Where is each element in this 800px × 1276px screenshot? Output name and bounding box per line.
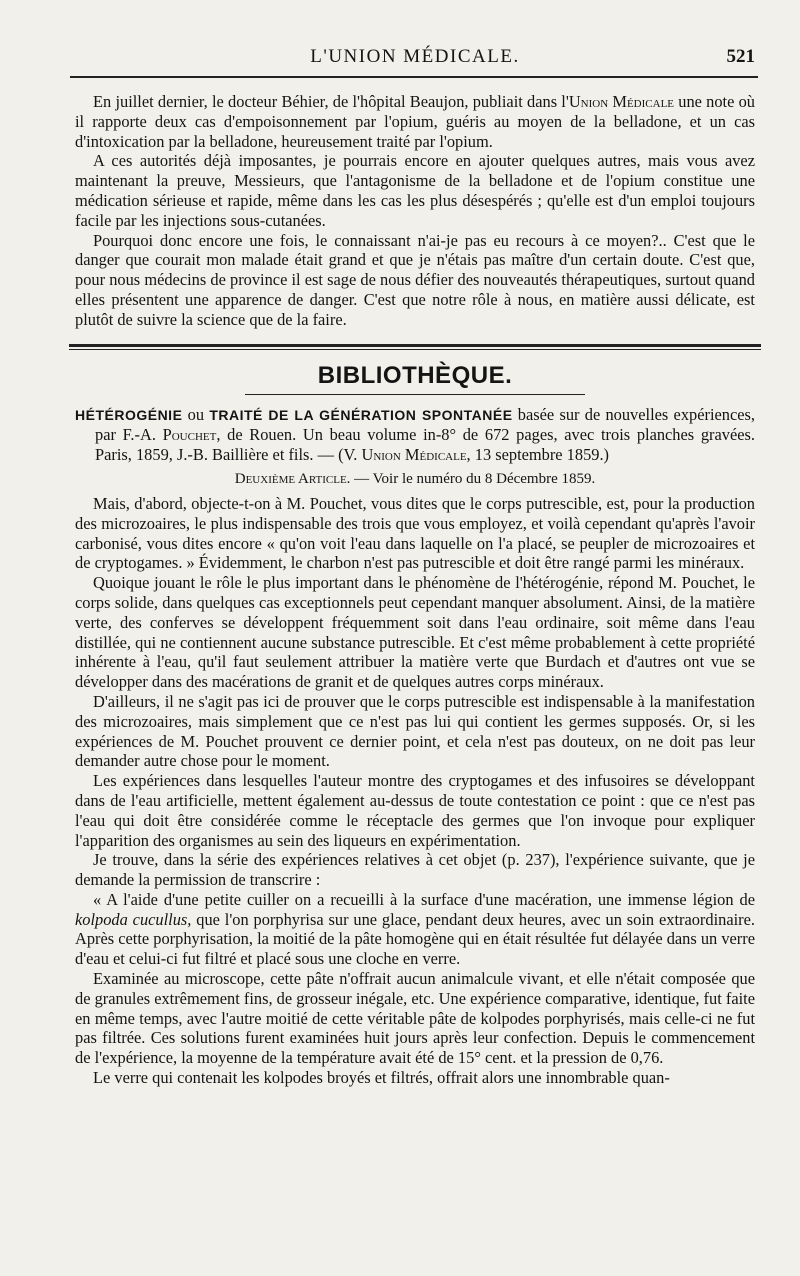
section-divider (69, 344, 761, 350)
intro-paragraph-2: A ces autorités déjà imposantes, je pourrais encore en ajouter quelques autres, mais vous avez maintenant la preuve, Messieurs, que l'antagonisme de la belladone et de l'opium constitue une médication sérieuse et rapide, même dans les cas les plus désespérés ; qu'elle est d'un emploi toujours facile par les injections sous-cutanées. (75, 151, 755, 230)
review-paragraph-3: D'ailleurs, il ne s'agit pas ici de prouver que le corps putrescible est indispensable à la manifestation des microzoaires, mais simplement que ce n'est pas lui qui contient les germes supposés. Or, si les expériences de M. Pouchet prouvent ce dernier point, et cela n'est pas douteux, on ne doit pas leur demander autre chose pour le moment. (75, 691, 755, 771)
book-details: , 13 septembre 1859.) (466, 445, 610, 465)
body-text (75, 92, 755, 1088)
book-title-part: TRAITÉ DE LA GÉNÉRATION SPONTANÉE (209, 406, 513, 423)
intro-paragraph-3: Pourquoi donc encore une fois, le connaissant n'ai-je pas eu recours à ce moyen?.. C'est que le danger que courait mon malade était grand et que je n'étais pas maître d'un certain doute. C'est que, pour nous médecins de province il est sage de nous défier des nouveautés thérapeutiques, surtout quand elles présentent une apparence de danger. C'est que notre rôle à nous, en matière aussi délicate, est plutôt de suivre la science que de la faire. (75, 230, 755, 329)
intro-text: une note où il rapporte deux cas d'empoisonnement par l'opium, guéris au moyen de la belladone, et un cas d'intoxication par la belladone, heureusement traité par l'opium. (75, 92, 755, 151)
species-name: kolpoda cucullus, (75, 909, 192, 929)
book-title-conj: ou (182, 404, 210, 424)
intro-paragraph-1 (75, 92, 755, 151)
book-details: basée sur de nouvelles expériences, par F.-A. (95, 404, 755, 445)
review-paragraph-4: Les expériences dans lesquelles l'auteur montre des cryptogames et des infusoires se développant dans de l'eau artificielle, mettent également au-dessus de toute contestation ce point : que ce n'est pas l'eau qui doit être considérée comme le réceptacle des germes que l'on invoque pour expliquer l'apparition des organismes au sein des liqueurs en expérimentation. (75, 771, 755, 850)
intro-text: En juillet dernier, le docteur Béhier, de l'hôpital Beaujon, publiait dans l' (93, 92, 569, 111)
quote-text: « A l'aide d'une petite cuiller on a recueilli à la surface d'une macération, une immense légion de (93, 889, 755, 909)
review-paragraph-1: Mais, d'abord, objecte-t-on à M. Pouchet, vous dites que le corps putrescible, est, pour la production des microzoaires, le plus indispensable des trois que vous employez, et voilà cependant qu'après l'avoir carbonisé, vous dites encore « qu'on voit l'eau dans laquelle on l'a placé, se peupler de microzoaires et de cryptogames. » Évidemment, le charbon n'est pas putrescible et doit être rangé parmi les minéraux. (75, 493, 755, 573)
page-number: 521 (726, 46, 755, 67)
review-paragraph-2: Quoique jouant le rôle le plus important dans le phénomène de l'hétérogénie, répond M. Pouchet, le corps solide, dans quelques cas exceptionnels peut cependant manquer absolument. Ainsi, de la matière verte, des conferves se développent fréquemment soit dans l'eau ordinaire, soit même dans l'eau distillée, qui ne contiennent aucune substance putrescible. Et c'est même probablement à cette propriété inhérente à l'eau, qu'il faut seulement attribuer la matière verte que Burdach et d'autres ont vue se développer dans des macérations de granit et de quelques autres corps minéraux. (75, 573, 755, 692)
article-label: Deuxième Article. (234, 470, 351, 487)
page-header (75, 46, 755, 74)
running-title: L'UNION MÉDICALE. (310, 46, 520, 67)
book-author: Pouchet (162, 425, 217, 445)
article-note (75, 471, 755, 488)
journal-name: Union Médicale (568, 92, 675, 111)
book-details: , de Rouen. Un beau volume in-8° de 672 pages, avec trois planches gravées. Paris, 1859, J.-B. Baillière et fils. — (V. (95, 425, 755, 465)
bibliography-entry (75, 405, 755, 465)
header-rule (70, 76, 758, 78)
article-note-text: — Voir le numéro du 8 Décembre 1859. (350, 470, 596, 487)
title-underline (245, 394, 585, 395)
quote-text: que l'on porphyrisa sur une glace, pendant deux heures, avec un soin extraordinaire. Après cette porphyrisation, la moitié de la pâte homogène qui en était résultée fut délayée dans un verre d'eau et celui-ci fut filtré et placé sous une cloche en verre. (75, 909, 755, 969)
journal-name: Union Médicale (361, 445, 467, 465)
quote-paragraph-3: Le verre qui contenait les kolpodes broyés et filtrés, offrait alors une innombrable quan- (93, 1068, 670, 1088)
quote-paragraph-2: Examinée au microscope, cette pâte n'offrait aucun animalcule vivant, et elle n'était composée que de granules extrêmement fins, de grosseur inégale, etc. Une expérience comparative, identique, fut faite en même temps, avec l'autre moitié de cette véritable pâte de kolpodes porphyrisés, mais celle-ci ne fut pas filtrée. Ces solutions furent examinées huit jours après leur confection. Depuis le commencement de l'expérience, la moyenne de la température avait été de 15° cent. et la pression de 0,76. (75, 969, 755, 1068)
review-paragraph-5: Je trouve, dans la série des expériences relatives à cet objet (p. 237), l'expérience suivante, que je demande la permission de transcrire : (75, 850, 755, 890)
quote-paragraph-1 (75, 890, 755, 969)
book-title-part: HÉTÉROGÉNIE (75, 406, 183, 423)
section-title: BIBLIOTHÈQUE. (317, 361, 513, 389)
